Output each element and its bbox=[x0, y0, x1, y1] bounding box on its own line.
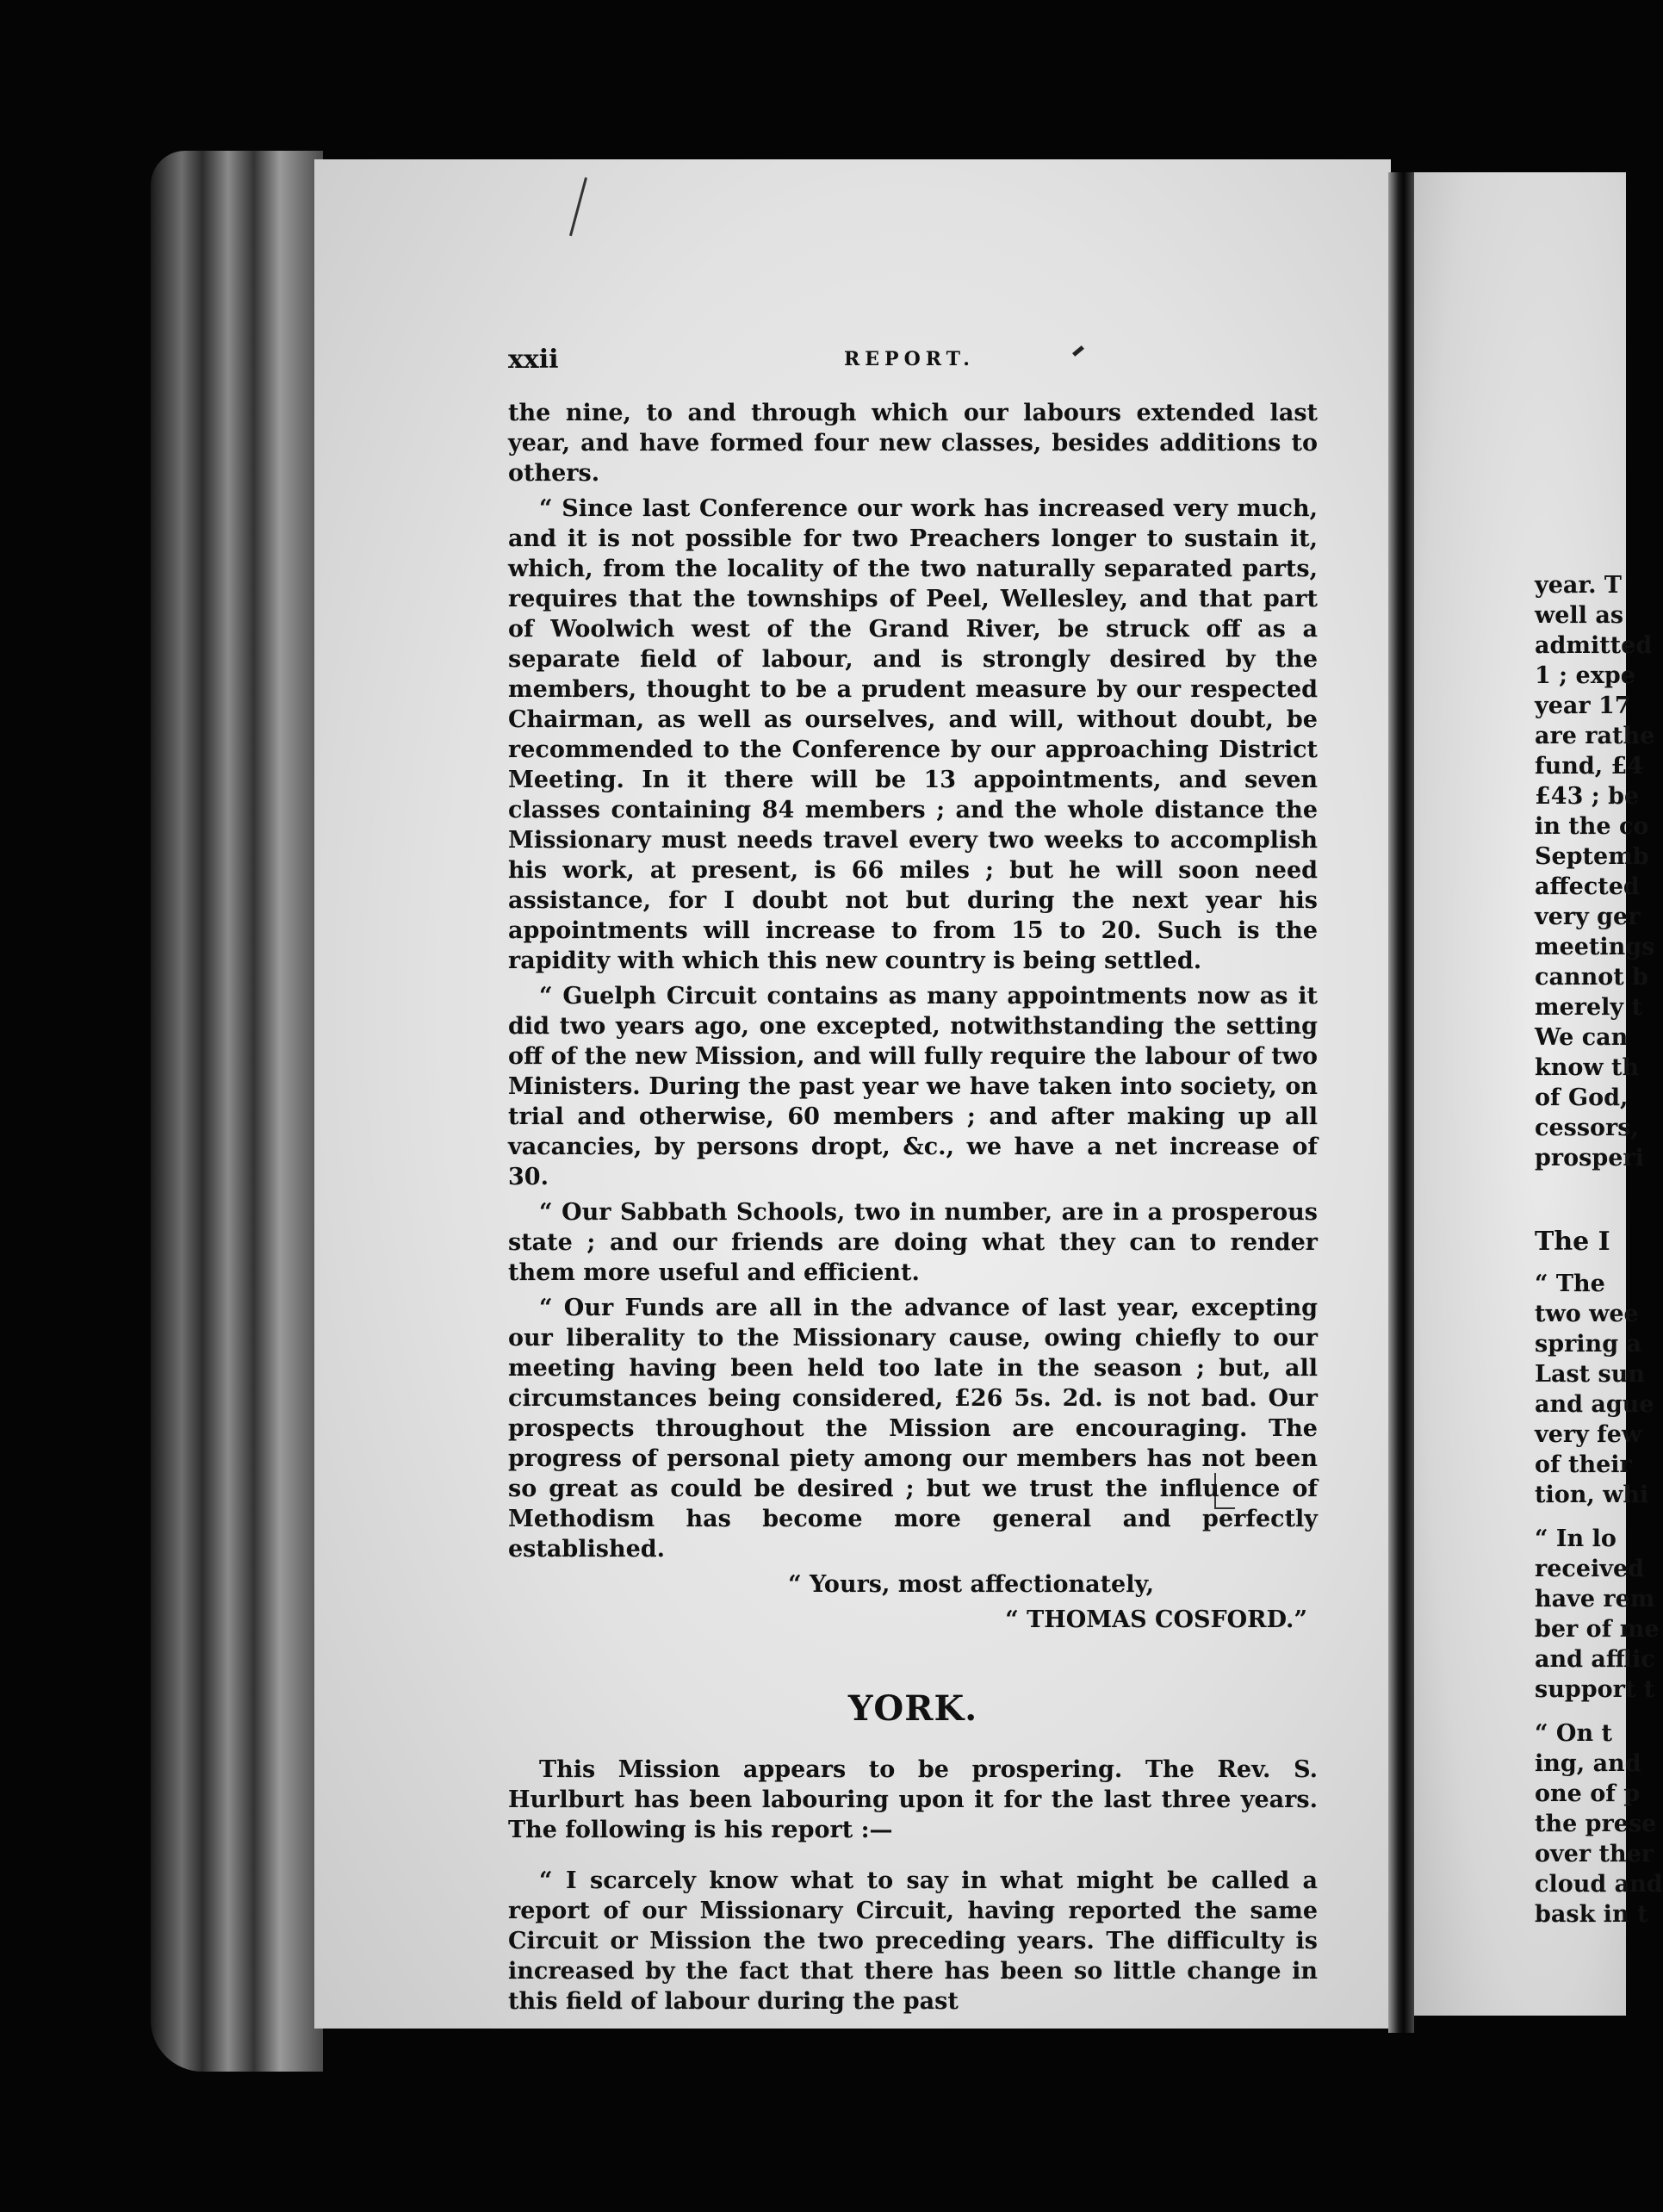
paragraph: the nine, to and through which our labours extended last year, and have formed four new classes, besides additions to others. bbox=[508, 400, 1318, 487]
facing-line: one of p bbox=[1535, 1780, 1641, 1807]
paragraph: “ I scarcely know what to say in what might be called a report of our Missionary Circuit, having reported the same Circuit or Mission the two preceding years. The difficulty is increased by the fact that there has been so little change in this field of labour during the past bbox=[508, 1867, 1318, 2015]
facing-line: Septemb bbox=[1535, 843, 1649, 870]
page-header bbox=[508, 345, 1326, 379]
paragraph: “ Our Sabbath Schools, two in number, are in a prosperous state ; and our friends are doing what they can to render them more useful and efficient. bbox=[508, 1199, 1318, 1286]
facing-line: year 17 bbox=[1535, 693, 1631, 719]
facing-line: “ The bbox=[1535, 1271, 1605, 1297]
paragraph: “ Our Funds are all in the advance of last year, excepting our liberality to the Missionary cause, owing chiefly to our meeting having been held too late in the season ; but, all circumstances being considered, £26 5s. 2d. is not bad. Our prospects throughout the Mission are encouraging. The progress of personal piety among our members has not been so great as could be desired ; but we trust the influence of Methodism has become more general and perfectly established. bbox=[508, 1295, 1318, 1563]
facing-line: cloud and bbox=[1535, 1871, 1663, 1898]
facing-line: of God, bbox=[1535, 1084, 1629, 1111]
facing-line: meetings bbox=[1535, 934, 1655, 960]
signature: “ THOMAS COSFORD.” bbox=[1005, 1606, 1307, 1633]
facing-line: know th bbox=[1535, 1054, 1640, 1081]
book-gutter bbox=[1388, 172, 1414, 2033]
paragraph: This Mission appears to be prospering. The Rev. S. Hurlburt has been labouring upon it for the last three years. The following is his report :— bbox=[508, 1756, 1318, 1843]
paragraph: “ Guelph Circuit contains as many appointments now as it did two years ago, one excepted, notwithstanding the setting off of the new Mission, and will fully require the labour of two Ministers. During the past year we have taken into society, on trial and otherwise, 60 members ; and after making up all vacancies, by persons dropt, &c., we have a net increase of 30. bbox=[508, 983, 1318, 1190]
facing-page-text bbox=[1535, 570, 1663, 1929]
page-number: xxii bbox=[508, 345, 559, 375]
facing-line: year. T bbox=[1535, 572, 1622, 599]
facing-line: ber of me bbox=[1535, 1616, 1660, 1643]
section-heading: YORK. bbox=[847, 1688, 978, 1729]
facing-line: and ague bbox=[1535, 1391, 1654, 1418]
facing-line: very ger bbox=[1535, 904, 1641, 930]
facing-line: tion, whi bbox=[1535, 1482, 1649, 1508]
facing-line: in the co bbox=[1535, 813, 1649, 840]
facing-line: the prese bbox=[1535, 1811, 1657, 1837]
facing-line: and afflic bbox=[1535, 1646, 1655, 1673]
facing-line: well as bbox=[1535, 602, 1624, 629]
facing-line: “ In lo bbox=[1535, 1525, 1616, 1552]
facing-line: bask in t bbox=[1535, 1901, 1648, 1928]
facing-line: very few bbox=[1535, 1421, 1642, 1448]
facing-line: ing, and bbox=[1535, 1750, 1641, 1777]
page-body bbox=[508, 398, 1318, 2016]
facing-line: support t bbox=[1535, 1676, 1655, 1703]
facing-line: merely t bbox=[1535, 994, 1642, 1021]
facing-line: Last sun bbox=[1535, 1361, 1646, 1388]
facing-line: We can bbox=[1535, 1024, 1629, 1051]
facing-line: cannot b bbox=[1535, 964, 1648, 991]
facing-line: over ther bbox=[1535, 1841, 1654, 1867]
facing-line: fund, £4 bbox=[1535, 753, 1644, 780]
facing-line: cessors, bbox=[1535, 1115, 1639, 1141]
facing-line: 1 ; expe bbox=[1535, 662, 1635, 689]
page-edges bbox=[151, 151, 323, 2072]
facing-line: are rathe bbox=[1535, 723, 1655, 749]
facing-heading: The I bbox=[1535, 1227, 1610, 1257]
closing-line: “ Yours, most affectionately, bbox=[788, 1571, 1154, 1598]
facing-line: received bbox=[1535, 1556, 1645, 1582]
facing-line: affected bbox=[1535, 873, 1640, 900]
facing-line: “ On t bbox=[1535, 1720, 1612, 1747]
right-page-fragment bbox=[1414, 172, 1663, 2016]
facing-line: admitted bbox=[1535, 632, 1653, 659]
facing-line: of their bbox=[1535, 1451, 1632, 1478]
facing-line: prosperi bbox=[1535, 1145, 1644, 1171]
running-head: REPORT. bbox=[844, 348, 975, 370]
facing-line: two wee bbox=[1535, 1301, 1639, 1327]
facing-line: spring a bbox=[1535, 1331, 1641, 1358]
facing-line: £43 ; be bbox=[1535, 783, 1640, 810]
facing-line: have rem bbox=[1535, 1586, 1655, 1612]
paragraph: “ Since last Conference our work has increased very much, and it is not possible for two Preachers longer to sustain it, which, from the locality of the two naturally separated parts, requires that the townships of Peel, Wellesley, and that part of Woolwich west of the Grand River, be struck off as a separate field of labour, and is strongly desired by the members, thought to be a prudent measure by our respected Chairman, as well as ourselves, and will, without doubt, be recommended to the Conference by our approaching District Meeting. In it there will be 13 appointments, and seven classes containing 84 members ; and the whole distance the Missionary must needs travel every two weeks to accomplish his work, at present, is 66 miles ; but he will soon need assistance, for I doubt not but during the next year his appointments will increase to from 15 to 20. Such is the rapidity with which this new country is being settled. bbox=[508, 495, 1318, 974]
